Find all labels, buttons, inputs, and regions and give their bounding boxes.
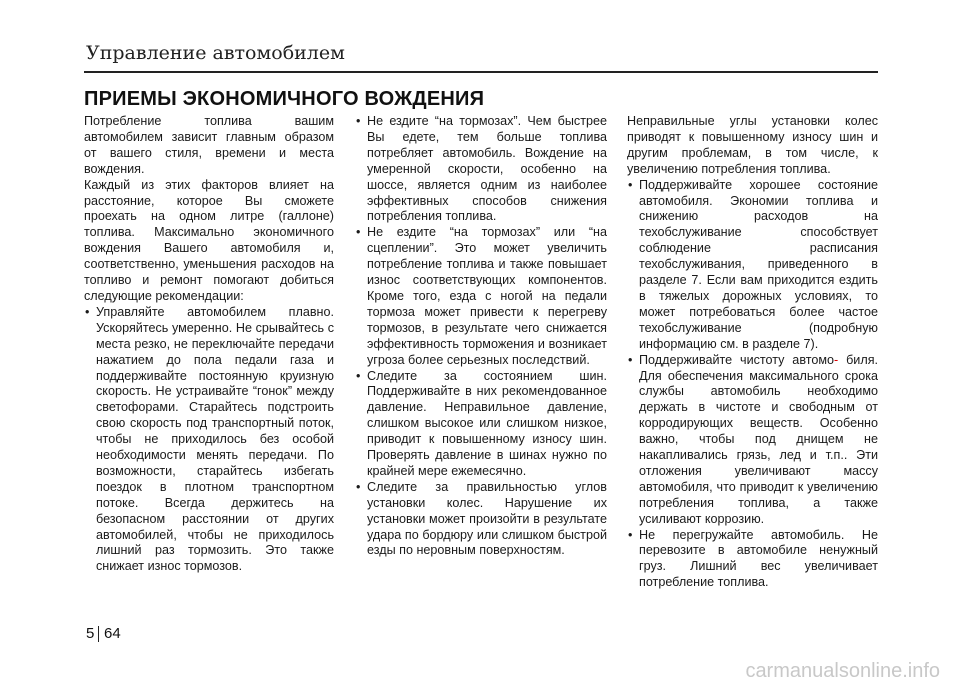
cleanliness-rest: биля. Для обеспечения максимального срока службы автомобиль необходимо держать в чистоте и свободным от корродирующих веществ. Особенно важно, чтобы под днищем не накапливались грязь, лед и т.п.. Эти отложения увеличивают массу автомобиля, что приводит к увеличению потребления топлива, а также усиливают коррозию. [639,352,879,526]
section-title: ПРИЕМЫ ЭКОНОМИЧНОГО ВОЖДЕНИЯ [84,88,485,110]
watermark: carmanualsonline.info [745,660,940,682]
section-number: 5 [86,625,95,642]
alignment-continuation: Неправильные углы установки колес приводят к повышенному износу шин и другим проблемам, в том числе, к увеличению потребления топлива. [627,114,878,176]
factors-paragraph: Каждый из этих факторов влияет на расстояние, которое Вы сможете проехать на одном литре (галлоне) топлива. Максимально экономичного вождения Вашего автомобиля и, соответственно, уменьшения расходов на топливо и ремонт помогают добиться следующие рекомендации: [84,177,334,303]
tip-cleanliness [627,353,878,528]
column-1 [84,114,334,575]
tips-list-2 [355,114,607,559]
running-header: Управление автомобилем [86,42,345,64]
cleanliness-start: Поддерживайте чистоту автомо [639,352,835,367]
hyphen-mark: - [834,352,839,367]
column-3 [627,114,878,591]
header-rule [84,71,878,73]
tip-smooth-driving: • Управляйте автомобилем плавно. Ускоряйтесь умеренно. Не срывайтесь с места резко, не переключайте передачи нажатием до пола педали газа и поддерживайте постоянную круизную скорость. Не устраивайте “гонок” между светофорами. Старайтесь подстроить свою скорость под транспортный поток, чтобы не приходилось без особой необходимости менять передачи. По возможности, старайтесь избегать поездок в плотном транспортном потоке. Всегда держитесь на безопасном расстоянии от других автомобилей, чтобы не приходилось лишний раз тормозить. Это также снижает износ тормозов. [84,305,334,575]
tip-speed: • Не ездите “на тормозах”. Чем быстрее Вы едете, тем больше топлива потребляет автомобиль. Вождение на умеренной скорости, особенно на шоссе, является одним из наиболее эффективных способов снижения потребления топлива. [355,114,607,225]
tips-list-3 [627,178,878,592]
tip-no-overload: • Не перегружайте автомобиль. Не перевозите в автомобиле ненужный груз. Лишний вес увеличивает потребление топлива. [627,528,878,592]
tips-list-1 [84,305,334,575]
intro-paragraph: Потребление топлива вашим автомобилем зависит главным образом от вашего стиля, времени и места вождения. [84,114,334,176]
tip-wheel-alignment: • Следите за правильностью углов установки колес. Нарушение их установки может произойти в результате удара по бордюру или слишком быстрой езды по неровным поверхностям. [355,480,607,560]
tip-brakes-clutch: • Не ездите “на тормозах” или “на сцеплении”. Это может увеличить потребление топлива и также повышает износ соответствующих компонентов. Кроме того, езда с ногой на педали тормоза может привести к перегреву тормозов, в результате чего снижается эффективность торможения и возникает угроза более серьезных последствий. [355,225,607,368]
tip-tire-pressure: • Следите за состоянием шин. Поддерживайте в них рекомендованное давление. Неправильное давление, слишком высокое или слишком низкое, приводит к повышенному износу шин. Проверять давление в шинах нужно по крайней мере ежемесячно. [355,369,607,480]
column-2 [355,114,607,559]
page-number: 64 [104,625,121,642]
page-divider [98,626,99,642]
tip-maintenance: • Поддерживайте хорошее состояние автомобиля. Экономии топлива и снижению расходов на техобслуживание способствует соблюдение расписания техобслуживания, приведенного в разделе 7. Если вам приходится ездить в тяжелых дорожных условиях, то может потребоваться более частое техобслуживание (подробную информацию см. в разделе 7). [627,178,878,353]
